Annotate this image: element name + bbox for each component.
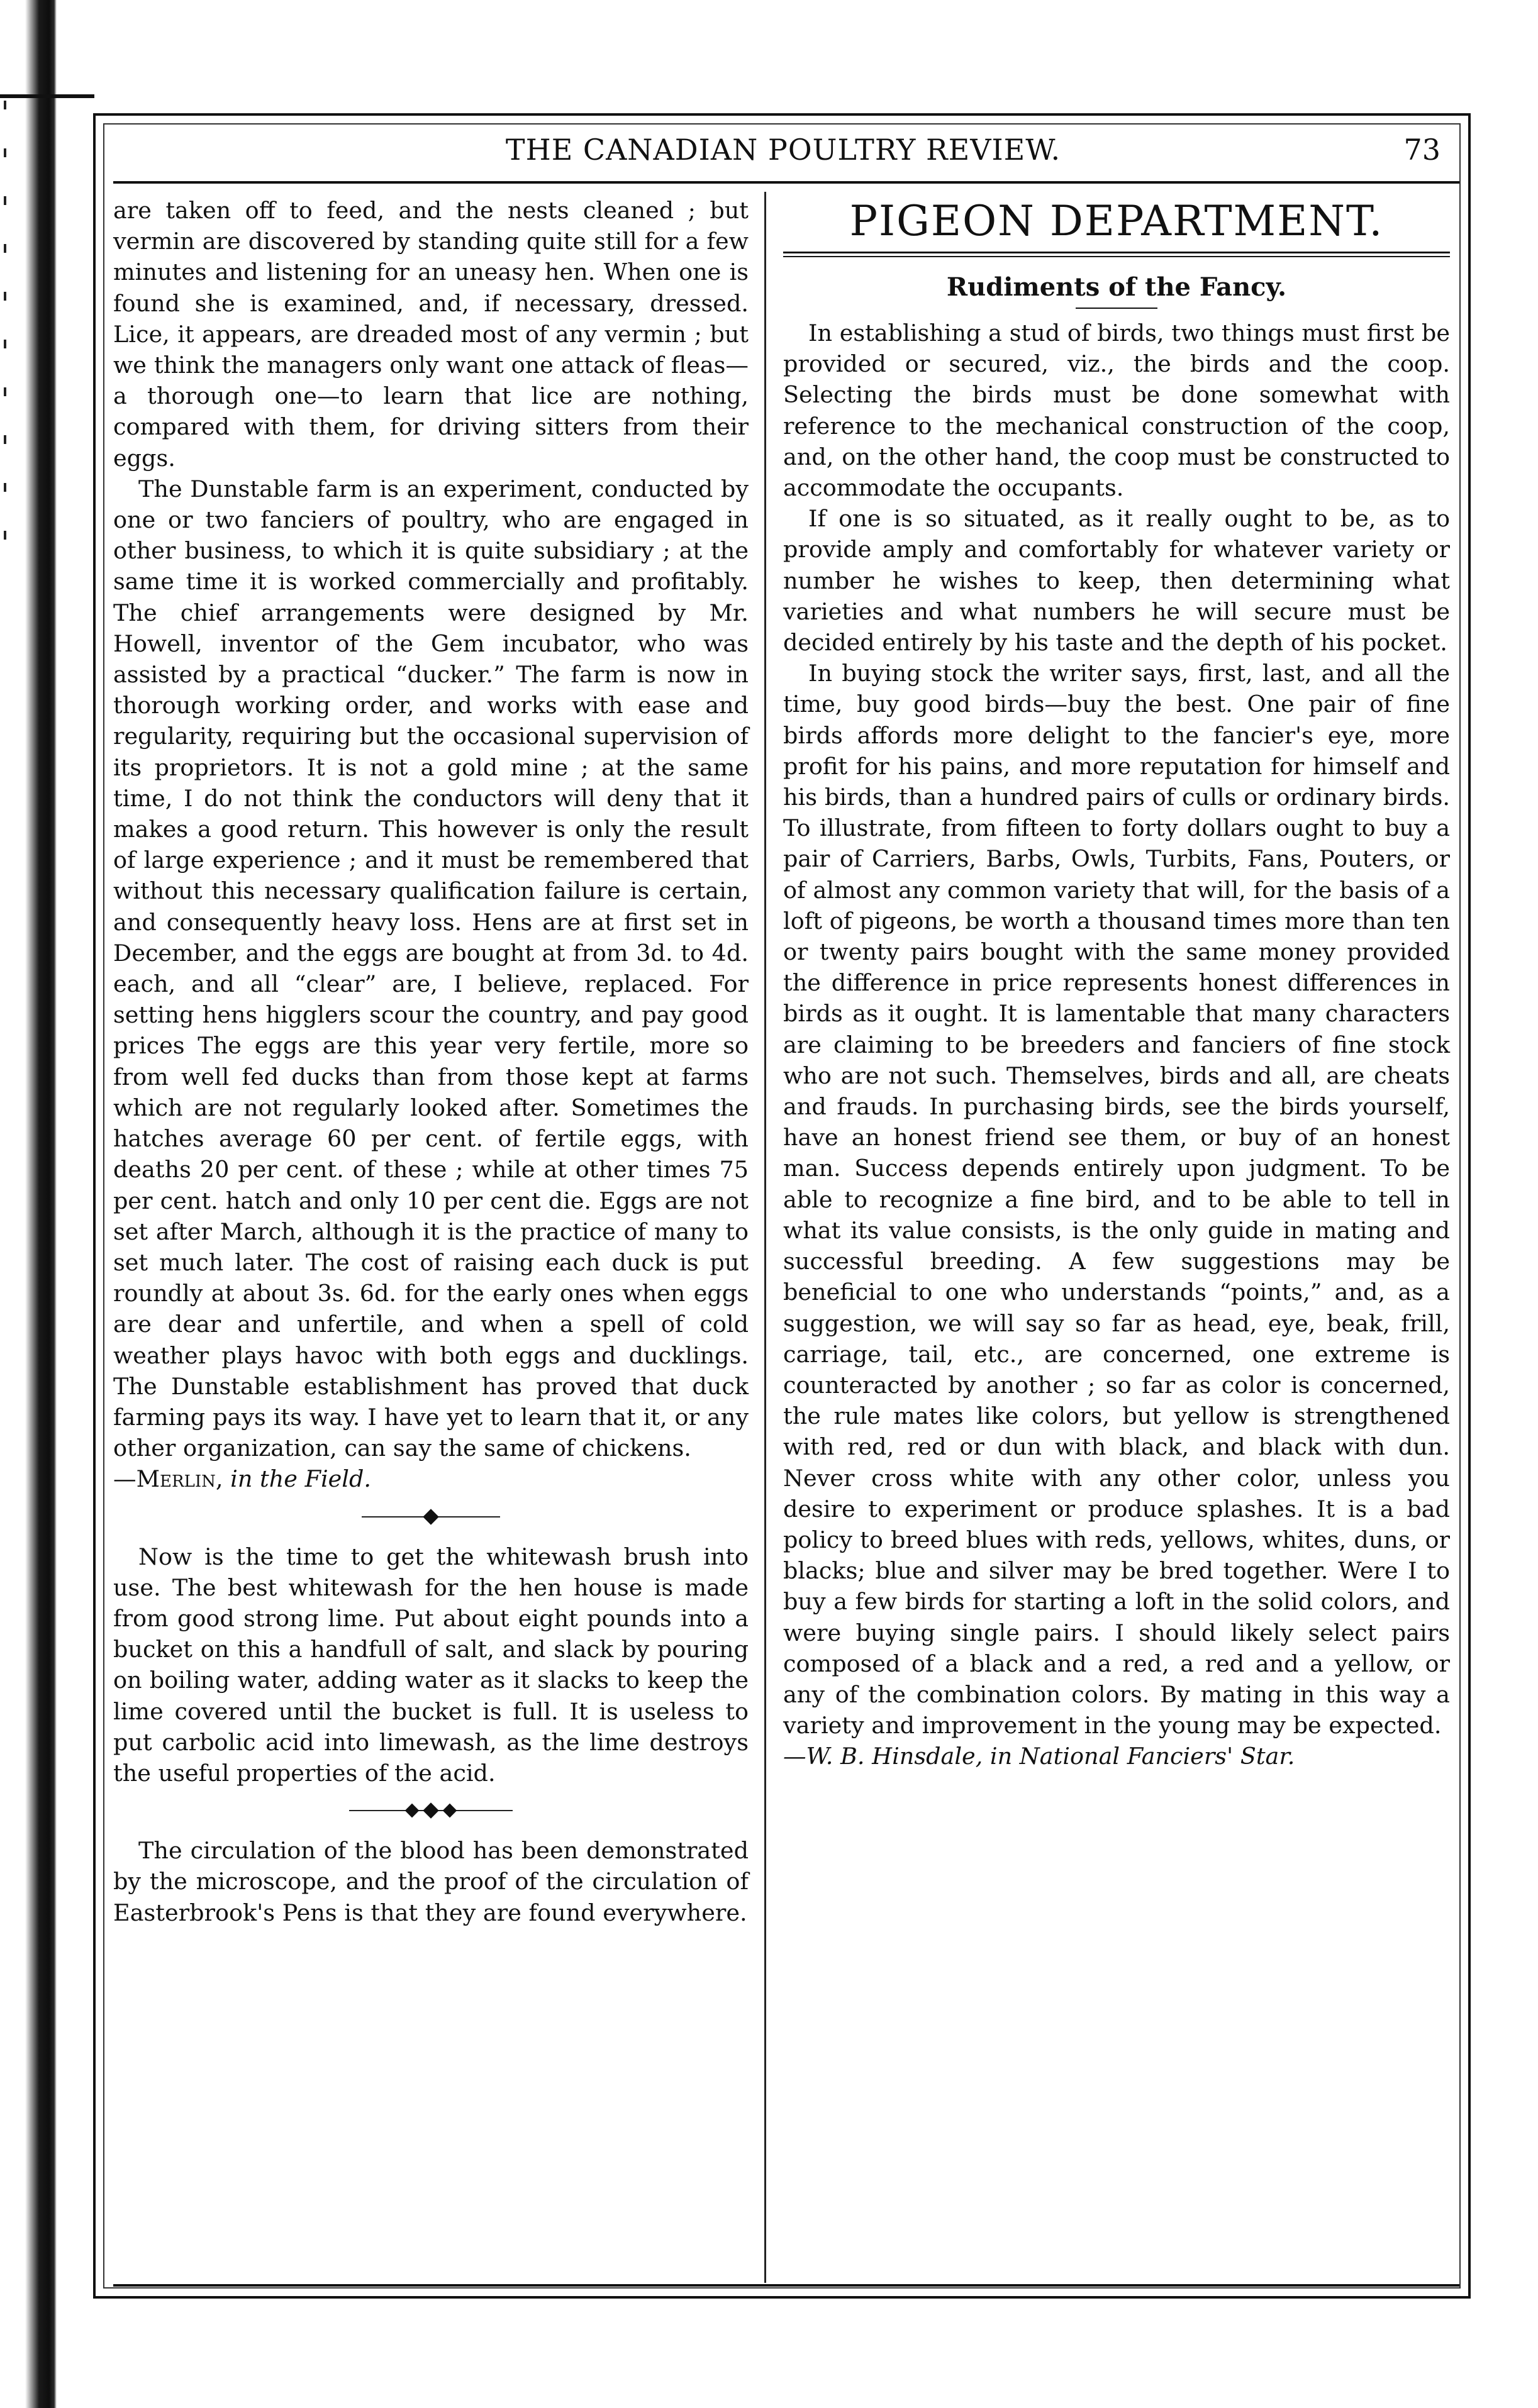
attribution-text: —W. B. Hinsdale, in National Fanciers' Star. <box>783 1743 1295 1770</box>
signature-source: in the Field. <box>230 1465 372 1493</box>
rudiments-subheading: Rudiments of the Fancy. <box>946 272 1287 302</box>
header-rule <box>113 181 1459 184</box>
pigeon-department-title: PIGEON DEPARTMENT. <box>849 197 1384 245</box>
merlin-signature <box>113 1463 749 1494</box>
hinsdale-attribution <box>783 1741 1450 1772</box>
buying-stock-paragraph: In buying stock the writer says, first, last, and all the time, buy good birds—buy the best. One pair of fine birds affords more delight to the fancier's eye, more profit for his pains, and more reputation for himself and his birds, than a hundred pairs of culls or ordinary birds. To illustrate, from fifteen to forty dollars ought to buy a pair of Carriers, Barbs, Owls, Turbits, Fans, Pouters, or of almost any common variety that will, for the basis of a loft of pigeons, be worth a thousand times more than ten or twenty pairs bought with the same money provided the difference in price represents honest differences in birds as it ought. It is lamentable that many characters are claiming to be breeders and fanciers of fine stock who are not such. Themselves, birds and all, are cheats and frauds. In purchasing birds, see the birds yourself, have an honest friend see them, or buy of an honest man. Success depends entirely upon judgment. To be able to recognize a fine bird, and to be able to tell in what its value consists, is the only guide in mating and successful breeding. A few suggestions may be beneficial to one who understands “points,” and, as a suggestion, we will say so far as head, eye, beak, frill, carriage, tail, etc., are concerned, one extreme is counteracted by another ; so far as color is concerned, the rule mates like colors, but yellow is strengthened with red, red or dun with black, and black with dun. Never cross white with any other color, unless you desire to experiment or produce splashes. It is a bad policy to breed blues with reds, yellows, whites, duns, or blacks; blue and silver may be bred together. Were I to buy a few birds for starting a loft in the solid colors, and were buying single pairs. I should likely select pairs composed of a black and a red, a red and a yellow, or any of the combination colors. By mating in this way a variety and improvement in the young may be expected. <box>783 660 1450 1739</box>
journal-title: THE CANADIAN POULTRY REVIEW. <box>505 133 1061 167</box>
stud-paragraph: In establishing a stud of birds, two things must first be provided or secured, viz., the birds and the coop. Selecting the birds must be done somewhat with reference to the mechanical construction of the coop, and, on the other hand, the coop must be constructed to accommodate the occupants. <box>783 319 1450 502</box>
running-header <box>101 131 1466 175</box>
situation-paragraph: If one is so situated, as it really ought to be, as to provide amply and comfortably for whatever variety or number he wishes to keep, then determining what varieties and what numbers he will secure must be decided entirely by his taste and the depth of his pocket. <box>783 505 1450 657</box>
binding-edge <box>0 0 57 2408</box>
department-rule-thin <box>783 256 1450 257</box>
whitewash-paragraph: Now is the time to get the whitewash brush into use. The best whitewash for the hen house is made from good strong lime. Put about eight pounds into a bucket on this a handfull of salt, and slack by pouring on boiling water, adding water as it slacks to keep the lime covered until the bucket is full. It is useless to put carbolic acid into limewash, as the lime destroys the useful properties of the acid. <box>113 1543 749 1787</box>
page-number: 73 <box>1403 133 1440 167</box>
ducks-paragraph-continued: are taken off to feed, and the nests cleaned ; but vermin are discovered by standing quite still for a few minutes and listening for an uneasy hen. When one is found she is examined, and, if necessary, dressed. Lice, it appears, are dreaded most of any vermin ; but we think the managers only want one attack of fleas—a thorough one—to learn that lice are nothing, compared with them, for driving sitters from their eggs. <box>113 197 749 472</box>
binding-marks <box>4 101 23 667</box>
signature-name: —Merlin, <box>113 1465 223 1493</box>
department-rule <box>783 252 1450 253</box>
top-edge-rule <box>0 94 94 98</box>
dunstable-paragraph: The Dunstable farm is an experiment, conducted by one or two fanciers of poultry, who are engaged in other business, to which it is quite subsidiary ; at the same time it is worked commercially and profitably. The chief arrangements were designed by Mr. Howell, inventor of the Gem incubator, who was assisted by a practical “ducker.” The farm is now in thorough working order, and works with ease and regularity, requiring but the occasional supervision of its proprietors. It is not a gold mine ; at the same time, I do not think the conductors will deny that it makes a good return. This however is only the result of large experience ; and it must be remembered that without this necessary qualification failure is certain, and consequently heavy loss. Hens are at first set in December, and the eggs are bought at from 3d. to 4d. each, and all “clear” are, I believe, replaced. For setting hens higglers scour the country, and pay good prices The eggs are this year very fertile, more so from well fed ducks than from those kept at farms which are not regularly looked after. Sometimes the hatches average 60 per cent. of fertile eggs, with deaths 20 per cent. of these ; while at other times 75 per cent. hatch and only 10 per cent die. Eggs are not set after March, although it is the practice of many to set much later. The cost of raising each duck is put roundly at about 3s. 6d. for the early ones when eggs are dear and unfertile, and when a spell of cold weather plays havoc with both eggs and ducklings. The Dunstable establishment has proved that duck farming pays its way. I have yet to learn that it, or any other organization, can say the same of chickens. <box>113 475 749 1462</box>
column-divider <box>764 192 766 2283</box>
section-divider-ornament <box>113 1505 749 1530</box>
bottom-rule <box>113 2284 1459 2287</box>
subheading-rule <box>1076 308 1157 309</box>
section-divider-ornament-double <box>113 1799 749 1824</box>
right-column <box>783 195 1450 1772</box>
circulation-advertisement: The circulation of the blood has been demonstrated by the microscope, and the proof of the circulation of Easterbrook's Pens is that they are found everywhere. <box>113 1837 749 1926</box>
left-column <box>113 195 749 1928</box>
